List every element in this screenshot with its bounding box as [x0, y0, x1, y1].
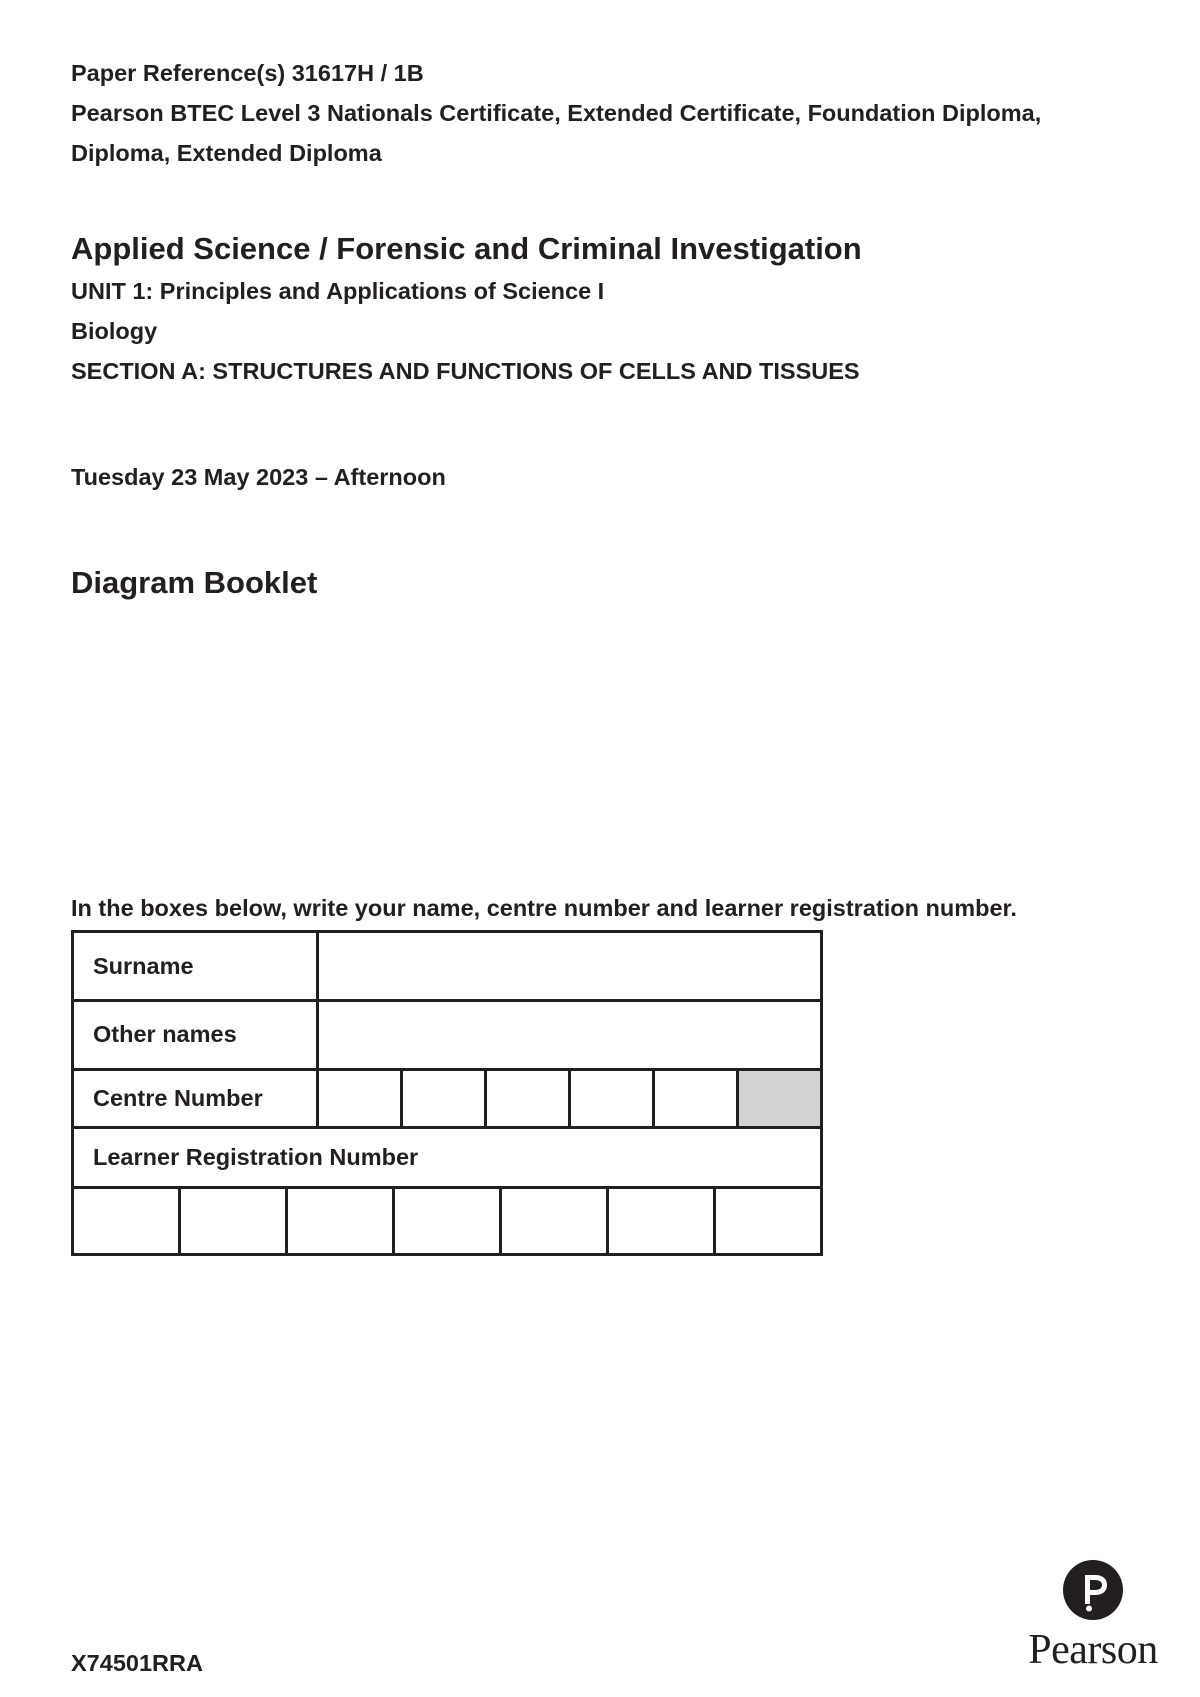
- other-names-input[interactable]: [319, 1002, 820, 1068]
- form-instruction: In the boxes below, write your name, centre number and learner registration number.: [71, 895, 1017, 921]
- centre-number-box[interactable]: [487, 1071, 568, 1126]
- learner-registration-box[interactable]: [181, 1189, 285, 1253]
- row-divider: [74, 1126, 820, 1129]
- centre-number-box[interactable]: [571, 1071, 652, 1126]
- centre-number-box[interactable]: [403, 1071, 484, 1126]
- learner-registration-box[interactable]: [288, 1189, 392, 1253]
- unit-title: UNIT 1: Principles and Applications of Science I: [71, 278, 605, 304]
- learner-registration-box[interactable]: [609, 1189, 713, 1253]
- surname-input[interactable]: [319, 933, 820, 999]
- subject-title: Applied Science / Forensic and Criminal Investigation: [71, 231, 862, 266]
- candidate-details-table: [71, 930, 823, 1256]
- centre-number-label: Centre Number: [93, 1085, 263, 1111]
- learner-registration-box[interactable]: [74, 1189, 178, 1253]
- paper-reference: Paper Reference(s) 31617H / 1B: [71, 60, 424, 86]
- other-names-label: Other names: [93, 1021, 237, 1047]
- learner-registration-label: Learner Registration Number: [93, 1144, 419, 1170]
- centre-number-box-shaded: [739, 1071, 820, 1126]
- section-title: SECTION A: STRUCTURES AND FUNCTIONS OF CELLS AND TISSUES: [71, 358, 860, 384]
- pearson-logo-icon: [1063, 1560, 1123, 1620]
- surname-label: Surname: [93, 953, 194, 979]
- learner-registration-box[interactable]: [502, 1189, 606, 1253]
- publisher-logo: [1018, 1560, 1168, 1680]
- exam-date: Tuesday 23 May 2023 – Afternoon: [71, 464, 446, 490]
- qualification-line-1: Pearson BTEC Level 3 Nationals Certificate, Extended Certificate, Foundation Diploma,: [71, 100, 1042, 126]
- centre-number-box[interactable]: [655, 1071, 736, 1126]
- discipline: Biology: [71, 318, 158, 344]
- centre-number-box[interactable]: [319, 1071, 400, 1126]
- qualification-line-2: Diploma, Extended Diploma: [71, 140, 382, 166]
- document-code: X74501RRA: [71, 1650, 203, 1676]
- learner-registration-box[interactable]: [716, 1189, 820, 1253]
- pearson-logo-text: Pearson: [1028, 1627, 1158, 1673]
- booklet-title: Diagram Booklet: [71, 565, 318, 600]
- learner-registration-box[interactable]: [395, 1189, 499, 1253]
